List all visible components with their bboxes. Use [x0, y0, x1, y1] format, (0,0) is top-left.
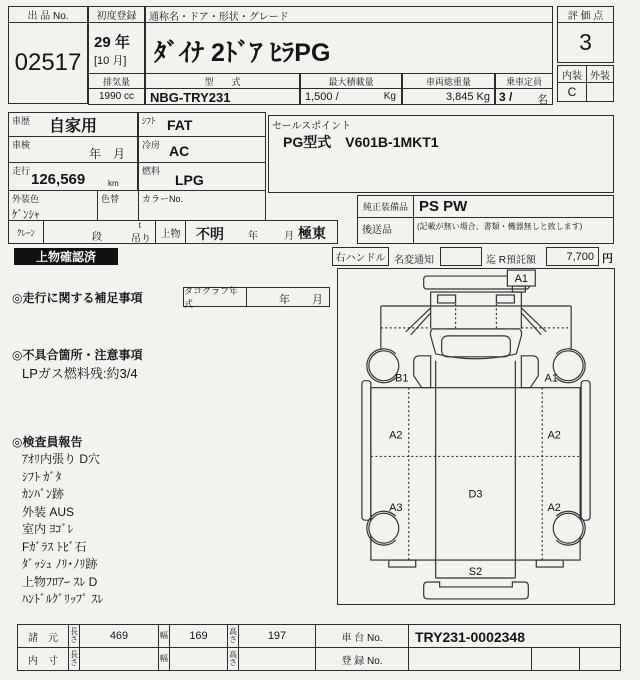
ac-value: AC: [169, 143, 190, 159]
crane-dan-label: 段: [92, 232, 102, 243]
lot-no-header: 出 品 No.: [8, 6, 88, 23]
model-code-cell: [145, 88, 300, 105]
chassis-no-label: 車 台 No.: [315, 624, 409, 648]
later-items-cell: [413, 217, 614, 244]
body-type-value: 不明: [196, 226, 224, 242]
spec-row-label: 諸 元: [17, 624, 69, 648]
payload-cell: [300, 88, 402, 105]
registration-no-label: 登 録 No.: [315, 647, 409, 671]
crane-label-cell: [8, 220, 44, 244]
left-mid-damage-label: A2: [389, 429, 403, 442]
bed-inner-frame: [436, 361, 516, 578]
score-value: 3: [557, 22, 614, 63]
capacity-unit: 名: [537, 94, 548, 106]
displacement-value: 1990 cc: [88, 88, 145, 105]
inner-length-label: 長さ: [68, 647, 80, 671]
exterior-color-cell: [8, 190, 98, 221]
crane-label: ｸﾚｰﾝ: [16, 227, 35, 238]
first-registration-cell: [88, 22, 145, 74]
deposit-value: 7,700: [566, 251, 594, 263]
mileage-value: 126,569: [31, 171, 86, 188]
capacity-header: 乗車定員: [495, 73, 553, 89]
shift-label: ｼﾌﾄ: [142, 116, 156, 126]
exterior-grade: [586, 82, 614, 102]
sales-point-value: PG型式 V601B-1MKT1: [283, 134, 439, 150]
inspector-item: 外装 AUS: [22, 505, 75, 519]
crane-ton-label: t: [138, 221, 141, 230]
interior-header: 内装: [557, 65, 587, 83]
windshield-inner: [442, 336, 511, 357]
right-front-damage-label: A1: [544, 372, 558, 385]
inner-width-value: [169, 647, 228, 671]
ac-label: 冷房: [142, 140, 161, 150]
ac-cell: [138, 136, 266, 163]
history-cell: [8, 112, 138, 137]
lot-no-value: 02517: [8, 22, 88, 104]
tachograph-label: タコグラフ年式: [183, 287, 247, 307]
right-side-rail: [581, 381, 590, 520]
shift-value: FAT: [167, 117, 193, 133]
yen-label: 円: [602, 253, 613, 265]
right-mirror: [521, 308, 546, 335]
deposit-box: [546, 247, 599, 266]
model-code-value: NBG-TRY231: [150, 90, 231, 105]
interior-grade: C: [557, 82, 587, 102]
rear-bumper: [424, 582, 529, 599]
inspector-title: ◎検査員報告: [12, 435, 83, 449]
inspector-item: ﾀﾞｯｼｭ ﾉﾘ･ﾉﾘ跡: [22, 557, 98, 571]
cab-dotted-lines: [456, 295, 497, 329]
mileage-label: 走行: [12, 166, 31, 176]
inspector-item: ｼﾌﾄ ｶﾞﾀ: [22, 470, 62, 484]
model-name-header: 通称名・ドア・形状・グレード: [149, 12, 289, 23]
score-header: 評 価 点: [557, 6, 614, 23]
later-items-label: 後送品: [362, 225, 392, 236]
tachograph-value-cell: [246, 287, 330, 307]
front-damage-label: A1: [514, 273, 529, 286]
right-rear-damage-label: A2: [547, 502, 561, 515]
shift-cell: [138, 112, 266, 137]
truck-top-view-diagram: [338, 269, 614, 604]
repaint-label: 色替: [101, 194, 120, 204]
inner-height-value: [238, 647, 316, 671]
mileage-unit: km: [108, 179, 119, 188]
inspector-item: Fｶﾞﾗｽ ﾄﾋﾞ石: [22, 540, 87, 554]
deposit-label: 迄 R預託額: [486, 255, 536, 266]
left-side-rail: [362, 381, 371, 520]
defect-title: ◎不具合箇所・注意事項: [12, 348, 143, 362]
inner-width-label: 幅: [158, 647, 170, 671]
mileage-cell: [8, 162, 138, 191]
model-name-value: ﾀﾞｲﾅ 2ﾄﾞｱ ﾋﾗPG: [154, 39, 331, 67]
oem-equipment-cell: [413, 195, 614, 218]
rear-left-tab: [389, 560, 416, 567]
displacement-header: 排気量: [88, 73, 145, 89]
damage-diagram-frame: [337, 268, 615, 605]
gvw-cell: [402, 88, 495, 105]
spec-length-value: 469: [79, 624, 159, 648]
body-month-label: 月: [284, 231, 294, 242]
first-registration-header: 初度登録: [88, 6, 145, 23]
color-no-label: カラーNo.: [142, 194, 184, 204]
spec-length-label: 長さ: [68, 624, 80, 648]
right-mid-damage-label: A2: [547, 429, 561, 442]
fuel-label: 燃料: [142, 166, 161, 176]
inner-row-label: 内 寸: [17, 647, 69, 671]
spec-width-label: 幅: [158, 624, 170, 648]
sales-point-cell: [268, 115, 614, 193]
payload-header: 最大積載量: [300, 73, 402, 89]
model-code-header: 型 式: [145, 73, 300, 89]
later-items-label-cell: [357, 217, 414, 244]
body-year-label: 年: [248, 231, 258, 242]
sales-point-label: セールスポイント: [272, 121, 352, 132]
gvw-header: 車両総重量: [402, 73, 495, 89]
bottom-empty-cell-2: [579, 647, 621, 671]
rear-right-wheel: [553, 513, 583, 543]
model-name-header-cell: [145, 6, 553, 23]
rhd-badge: 右ハンドル: [332, 247, 389, 266]
inspector-item: 室内 ﾖｺﾞﾚ: [22, 522, 74, 536]
fuel-cell: [138, 162, 266, 191]
inspector-item: ｶﾝﾊﾞﾝ跡: [22, 487, 65, 501]
chassis-no-value: TRY231-0002348: [415, 629, 526, 645]
body-confirmed-badge: 上物確認済: [14, 248, 118, 265]
left-rear-damage-label: A3: [389, 502, 403, 515]
chassis-no-cell: [408, 624, 621, 648]
left-front-damage-label: B1: [395, 372, 409, 385]
cargo-bed-outline: [371, 388, 580, 560]
first-registration-month: [10 月]: [94, 55, 127, 67]
body-type-cell: [185, 220, 338, 244]
rear-damage-label: S2: [468, 565, 483, 578]
model-name-cell: [145, 22, 553, 74]
crane-value-cell: [43, 220, 156, 244]
right-headlight: [496, 295, 514, 303]
rear-left-wheel: [369, 513, 399, 543]
tachograph-value: 年 月: [279, 294, 323, 306]
later-items-note: (記載が無い場合、書類・機器無しと致します): [417, 222, 583, 231]
exterior-header: 外装: [586, 65, 614, 83]
payload-unit: Kg: [383, 91, 396, 102]
defect-item: LPガス燃料残:約3/4: [22, 366, 138, 381]
fuel-value: LPG: [175, 172, 204, 188]
oem-equipment-value: PS PW: [419, 198, 468, 215]
body-maker-value: 極東: [298, 225, 326, 241]
inspection-value: 年 月: [88, 147, 125, 161]
history-value: 自家用: [48, 118, 97, 135]
left-mirror: [406, 308, 431, 335]
inner-length-value: [79, 647, 159, 671]
mileage-note-title: ◎走行に関する補足事項: [12, 291, 143, 305]
name-change-label: 名変通知: [394, 255, 434, 266]
payload-value: 1,500 /: [305, 91, 339, 103]
inspection-cell: [8, 136, 138, 163]
first-registration-year: 29 年: [94, 34, 130, 51]
gvw-value: 3,845 Kg: [445, 91, 490, 103]
history-label: 車歴: [12, 116, 31, 126]
inspection-label: 車検: [12, 140, 31, 150]
repaint-cell: [97, 190, 139, 221]
right-door-step: [521, 356, 538, 388]
rear-right-tab: [536, 560, 563, 567]
capacity-value: 3 /: [499, 90, 513, 104]
bottom-empty-cell-1: [531, 647, 580, 671]
bed-dotted-dividers: [371, 388, 580, 560]
exterior-color-label: 外装色: [12, 194, 40, 204]
spec-height-label: 高さ: [227, 624, 239, 648]
cab-front-panel: [431, 292, 522, 306]
capacity-cell: [495, 88, 553, 105]
spec-height-value: 197: [238, 624, 316, 648]
bed-damage-label: D3: [468, 488, 483, 501]
inner-height-label: 高さ: [227, 647, 239, 671]
left-door-step: [414, 356, 431, 388]
inspector-item: 上物ﾌﾛｱｰ ｽﾚ D: [22, 575, 98, 589]
windshield-outline: [430, 329, 521, 359]
exterior-color-value: ｹﾞﾝｼｬ: [12, 209, 40, 221]
left-headlight: [438, 295, 456, 303]
inspector-item: ｱｵﾘ内張り D穴: [22, 452, 101, 466]
inspector-item: ﾊﾝﾄﾞﾙｸﾞﾘｯﾌﾟ ｽﾚ: [22, 592, 104, 606]
cab-sides: [431, 306, 522, 329]
crane-tsuri-label: 吊り: [131, 234, 151, 245]
spec-width-value: 169: [169, 624, 228, 648]
color-no-cell: [138, 190, 266, 221]
registration-no-cell: [408, 647, 532, 671]
body-type-label: 上物: [155, 220, 186, 244]
name-change-box: [440, 247, 482, 266]
oem-equipment-label: 純正装備品: [357, 195, 414, 218]
